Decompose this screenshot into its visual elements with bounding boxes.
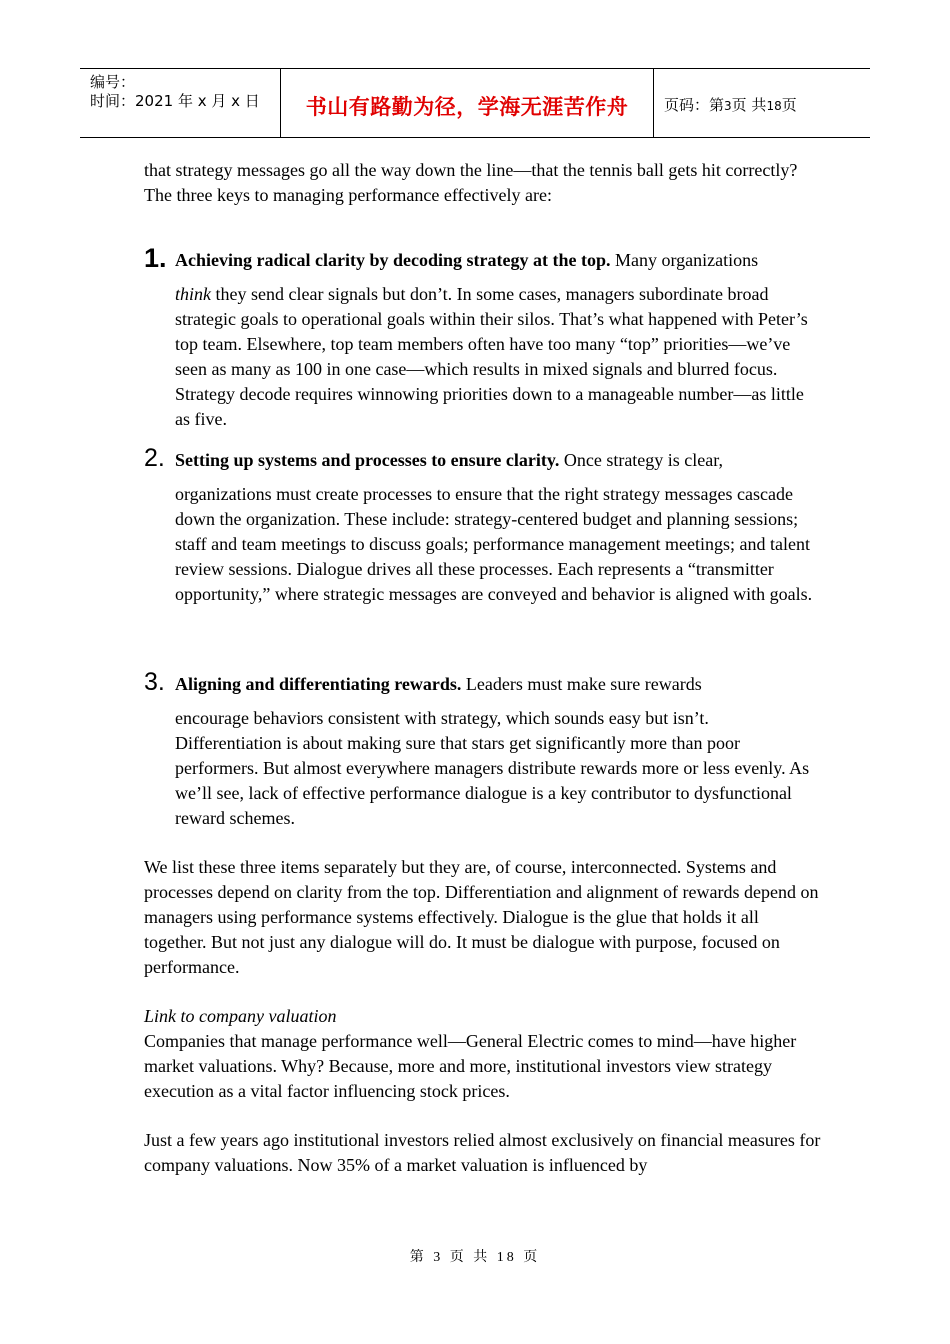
document-code-label: 编号： bbox=[90, 73, 136, 91]
list-item-first-line bbox=[175, 248, 758, 273]
summary-paragraph: We list these three items separately but they are, of course, interconnected. Systems and processes depend on clarity from the top. Differentiation and alignment of rewards depend on managers using performance systems effectively. Dialogue is the glue that holds it all together. But not just any dialogue will do. It must be dialogue with purpose, focused on performance. bbox=[144, 857, 819, 977]
header-page-number bbox=[664, 94, 797, 115]
section-heading: Link to company valuation bbox=[144, 1006, 337, 1026]
emphasis-text: think bbox=[175, 284, 211, 304]
page-suffix: 页 bbox=[781, 96, 797, 114]
list-item-lead: Many organizations bbox=[610, 250, 759, 270]
list-item-number: 2. bbox=[144, 444, 165, 472]
list-item-number: 1. bbox=[144, 243, 167, 273]
list-item-lead: Leaders must make sure rewards bbox=[461, 674, 702, 694]
intro-paragraph: that strategy messages go all the way down the line—that the tennis ball gets hit correctly? The three keys to managing performance effectively are: bbox=[144, 160, 798, 205]
list-item-title: Aligning and differentiating rewards. bbox=[175, 674, 462, 694]
valuation-paragraph: Companies that manage performance well—General Electric comes to mind—have higher market valuations. Why? Because, more and more, institutional investors view strategy execution as a vital factor influencing stock prices. bbox=[144, 1031, 797, 1101]
list-item-first-line bbox=[175, 672, 702, 697]
list-item-first-line bbox=[175, 448, 723, 473]
document-date: 时间：2021 年 x 月 x 日 bbox=[90, 92, 260, 110]
list-item-lead: Once strategy is clear, bbox=[559, 450, 724, 470]
page-footer: 第 3 页 共 18 页 bbox=[409, 1250, 541, 1265]
header-page-cell bbox=[654, 69, 870, 137]
investors-paragraph: Just a few years ago institutional investors relied almost exclusively on financial measures for company valuations. Now 35% of a market valuation is influenced by bbox=[144, 1130, 821, 1175]
page-mid: 页 共 bbox=[731, 96, 767, 114]
page-total: 18 bbox=[766, 99, 782, 113]
header-motto-cell bbox=[281, 69, 654, 137]
page-prefix: 页码：第 bbox=[664, 96, 725, 114]
page-header bbox=[80, 68, 870, 138]
list-item-title: Setting up systems and processes to ensure clarity. bbox=[175, 450, 560, 470]
list-item-title: Achieving radical clarity by decoding strategy at the top. bbox=[175, 250, 611, 270]
list-item-body: encourage behaviors consistent with strategy, which sounds easy but isn’t. Differentiation is about making sure that stars get significantly more than poor performers. But almost everywhere managers distribute rewards more or less evenly. As we’ll see, lack of effective performance dialogue is a key contributor to dysfunctional reward schemes. bbox=[175, 708, 810, 828]
list-item-number: 3. bbox=[144, 668, 165, 696]
list-item-body bbox=[175, 282, 815, 432]
list-item-body-text: they send clear signals but don’t. In some cases, managers subordinate broad strategic goals to operational goals within their silos. That’s what happened with Peter’s top team. Elsewhere, top team members often have too many “top” priorities—we’ve seen as many as 100 in one case—which results in mixed signals and blurred focus. Strategy decode requires winnowing priorities down to a manageable number—as little as five. bbox=[175, 284, 808, 429]
header-info-cell bbox=[80, 69, 281, 137]
page-current: 3 bbox=[724, 99, 732, 113]
list-item-body: organizations must create processes to ensure that the right strategy messages cascade down the organization. These include: strategy-centered budget and planning sessions; staff and team meetings to discuss goals; performance management meetings; and talent review sessions. Dialogue drives all these processes. Each represents a “transmitter opportunity,” where strategic messages are conveyed and behavior is aligned with goals. bbox=[175, 484, 813, 604]
header-motto: 书山有路勤为径，学海无涯苦作舟 bbox=[305, 95, 629, 119]
